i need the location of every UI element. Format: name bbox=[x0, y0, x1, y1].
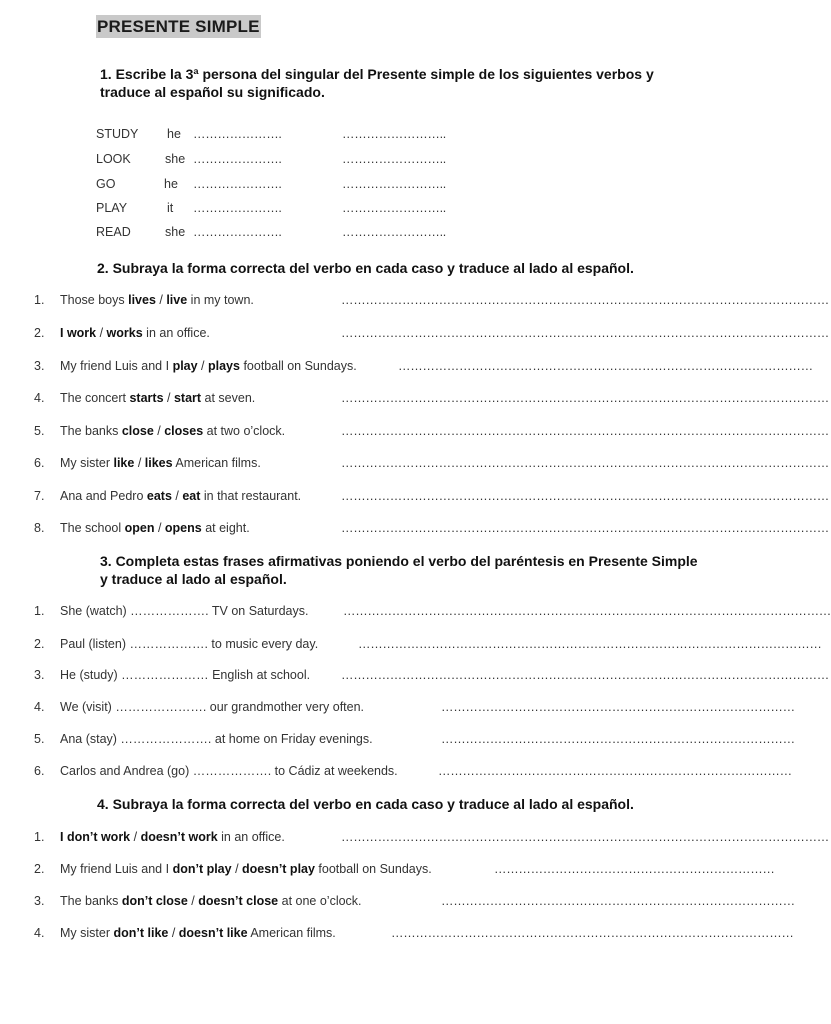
item-number: 4. bbox=[34, 926, 45, 940]
sentence-text: American films. bbox=[172, 456, 261, 470]
verb-option[interactable]: open bbox=[124, 521, 155, 535]
item-number: 5. bbox=[34, 424, 45, 438]
translation-line[interactable]: ………………………………………………………………………………………………………… bbox=[341, 391, 830, 405]
verb: GO bbox=[96, 177, 116, 191]
separator: / bbox=[197, 359, 208, 373]
item-number: 6. bbox=[34, 764, 45, 778]
sentence-text: The banks bbox=[60, 424, 122, 438]
verb-option[interactable]: starts bbox=[129, 391, 164, 405]
sentence bbox=[60, 359, 357, 373]
separator: / bbox=[155, 293, 167, 307]
verb-option[interactable]: don’t play bbox=[172, 862, 232, 876]
verb-option[interactable]: doesn’t play bbox=[242, 862, 315, 876]
answer-blank[interactable]: …………………. bbox=[193, 225, 282, 239]
sentence-text: football on Sundays. bbox=[239, 359, 357, 373]
item-number: 1. bbox=[34, 830, 45, 844]
sentence-text: in that restaurant. bbox=[200, 489, 302, 503]
item-number: 7. bbox=[34, 489, 45, 503]
verb: READ bbox=[96, 225, 131, 239]
verb-option[interactable]: like bbox=[113, 456, 135, 470]
separator: / bbox=[153, 424, 165, 438]
item-number: 4. bbox=[34, 700, 45, 714]
pronoun: he bbox=[164, 177, 178, 191]
translation-blank[interactable]: …………………….. bbox=[342, 225, 446, 239]
item-number: 1. bbox=[34, 604, 45, 618]
translation-line[interactable]: ………………………………………………………………………………………………………… bbox=[341, 293, 830, 307]
sentence-text: at two o’clock. bbox=[203, 424, 286, 438]
verb-option[interactable]: close bbox=[121, 424, 154, 438]
sentence-text: in an office. bbox=[142, 326, 210, 340]
separator: / bbox=[187, 894, 199, 908]
verb-option[interactable]: works bbox=[106, 326, 143, 340]
verb-option[interactable]: eats bbox=[146, 489, 172, 503]
verb-option[interactable]: opens bbox=[164, 521, 202, 535]
sentence bbox=[60, 521, 250, 535]
verb: PLAY bbox=[96, 201, 128, 215]
item-number: 3. bbox=[34, 668, 45, 682]
separator: / bbox=[171, 489, 183, 503]
translation-line[interactable]: …………………………………………………………………………………………………… bbox=[358, 637, 822, 651]
verb-option[interactable]: doesn’t close bbox=[198, 894, 279, 908]
section4-heading: 4. Subraya la forma correcta del verbo en cada caso y traduce al lado al español. bbox=[97, 796, 634, 812]
translation-line[interactable]: ………………………………………………………………………………………………………… bbox=[341, 521, 830, 535]
item-number: 8. bbox=[34, 521, 45, 535]
verb-option[interactable]: live bbox=[166, 293, 188, 307]
sentence bbox=[60, 489, 301, 503]
sentence-text: at seven. bbox=[201, 391, 256, 405]
translation-line[interactable]: …………………………………………………………………………… bbox=[438, 764, 792, 778]
section1-heading-line2: traduce al español su significado. bbox=[100, 84, 325, 100]
sentence-text: Ana and Pedro bbox=[60, 489, 147, 503]
section3-heading-line1: 3. Completa estas frases afirmativas poniendo el verbo del paréntesis en Presente Simple bbox=[100, 553, 698, 569]
verb-option[interactable]: play bbox=[172, 359, 198, 373]
pronoun: he bbox=[167, 127, 181, 141]
translation-line[interactable]: ………………………………………………………………………………………………………… bbox=[341, 668, 830, 682]
verb-option[interactable]: don’t like bbox=[113, 926, 169, 940]
sentence bbox=[60, 391, 255, 405]
translation-line[interactable]: ………………………………………………………………………………………………………… bbox=[341, 456, 830, 470]
pronoun: she bbox=[165, 152, 186, 166]
verb-option[interactable]: doesn’t like bbox=[178, 926, 248, 940]
answer-blank[interactable]: …………………. bbox=[193, 152, 282, 166]
sentence-text: in an office. bbox=[217, 830, 285, 844]
sentence: We (visit) …………………. our grandmother very often. bbox=[60, 700, 365, 714]
sentence-text: The school bbox=[60, 521, 125, 535]
verb: STUDY bbox=[96, 127, 139, 141]
verb-option[interactable]: closes bbox=[164, 424, 204, 438]
sentence bbox=[60, 926, 336, 940]
item-number: 2. bbox=[34, 326, 45, 340]
separator: / bbox=[168, 926, 179, 940]
item-number: 5. bbox=[34, 732, 45, 746]
translation-line[interactable]: …………………………………………………………………………… bbox=[441, 894, 795, 908]
translation-line[interactable]: ………………………………………………………………………………………………………… bbox=[341, 326, 830, 340]
sentence bbox=[60, 326, 210, 340]
item-number: 1. bbox=[34, 293, 45, 307]
translation-blank[interactable]: …………………….. bbox=[342, 127, 446, 141]
answer-blank[interactable]: …………………. bbox=[193, 127, 282, 141]
sentence bbox=[60, 424, 285, 438]
verb-option[interactable]: likes bbox=[144, 456, 173, 470]
verb-option[interactable]: doesn’t work bbox=[140, 830, 218, 844]
sentence: He (study) ………………… English at school. bbox=[60, 668, 311, 682]
translation-line[interactable]: ………………………………………………………………………………………………………… bbox=[341, 489, 830, 503]
verb: LOOK bbox=[96, 152, 131, 166]
item-number: 3. bbox=[34, 359, 45, 373]
sentence-text: My friend Luis and I bbox=[60, 862, 173, 876]
separator: / bbox=[130, 830, 141, 844]
translation-blank[interactable]: …………………….. bbox=[342, 177, 446, 191]
section2-heading: 2. Subraya la forma correcta del verbo en cada caso y traduce al lado al español. bbox=[97, 260, 634, 276]
translation-blank[interactable]: …………………….. bbox=[342, 201, 446, 215]
separator: / bbox=[231, 862, 243, 876]
sentence: Ana (stay) …………………. at home on Friday evenings. bbox=[60, 732, 373, 746]
sentence bbox=[60, 830, 285, 844]
verb-option[interactable]: eat bbox=[182, 489, 201, 503]
answer-blank[interactable]: …………………. bbox=[193, 177, 282, 191]
verb-option[interactable]: start bbox=[173, 391, 202, 405]
verb-option[interactable]: lives bbox=[128, 293, 156, 307]
translation-line[interactable]: …………………………………………………………… bbox=[494, 862, 775, 876]
page-title: PRESENTE SIMPLE bbox=[97, 17, 260, 36]
sentence bbox=[60, 293, 254, 307]
separator: / bbox=[163, 391, 174, 405]
sentence-text: The concert bbox=[60, 391, 130, 405]
translation-line[interactable]: ………………………………………………………………………………………………………… bbox=[341, 424, 830, 438]
sentence: Carlos and Andrea (go) ………………. to Cádiz at weekends. bbox=[60, 764, 398, 778]
sentence-text: in my town. bbox=[187, 293, 254, 307]
sentence: Paul (listen) ………………. to music every day. bbox=[60, 637, 319, 651]
translation-line[interactable]: ……………………………………………………………………………………… bbox=[391, 926, 794, 940]
translation-line[interactable]: ………………………………………………………………………………………………………… bbox=[341, 830, 830, 844]
verb-option[interactable]: plays bbox=[208, 359, 240, 373]
sentence-text: My friend Luis and I bbox=[60, 359, 173, 373]
separator: / bbox=[96, 326, 107, 340]
translation-line[interactable]: …………………………………………………………………………… bbox=[441, 700, 795, 714]
section1-heading-line1: 1. Escribe la 3ª persona del singular del Presente simple de los siguientes verbos y bbox=[100, 66, 654, 82]
sentence bbox=[60, 894, 362, 908]
verb-option[interactable]: don’t close bbox=[121, 894, 188, 908]
verb-option[interactable]: I don’t work bbox=[60, 830, 131, 844]
translation-line[interactable]: ………………………………………………………………………………………………………… bbox=[343, 604, 831, 618]
sentence: She (watch) ………………. TV on Saturdays. bbox=[60, 604, 309, 618]
answer-blank[interactable]: …………………. bbox=[193, 201, 282, 215]
sentence-text: at eight. bbox=[201, 521, 250, 535]
sentence-text: American films. bbox=[247, 926, 336, 940]
item-number: 6. bbox=[34, 456, 45, 470]
item-number: 3. bbox=[34, 894, 45, 908]
separator: / bbox=[134, 456, 145, 470]
sentence-text: The banks bbox=[60, 894, 122, 908]
separator: / bbox=[154, 521, 165, 535]
item-number: 4. bbox=[34, 391, 45, 405]
verb-option[interactable]: I work bbox=[60, 326, 97, 340]
section3-heading-line2: y traduce al lado al español. bbox=[100, 571, 287, 587]
pronoun: it bbox=[167, 201, 174, 215]
translation-line[interactable]: ………………………………………………………………………………………… bbox=[398, 359, 813, 373]
pronoun: she bbox=[165, 225, 186, 239]
sentence-text: My sister bbox=[60, 456, 114, 470]
translation-line[interactable]: …………………………………………………………………………… bbox=[441, 732, 795, 746]
sentence-text: My sister bbox=[60, 926, 114, 940]
translation-blank[interactable]: …………………….. bbox=[342, 152, 446, 166]
sentence bbox=[60, 862, 432, 876]
sentence-text: Those boys bbox=[60, 293, 129, 307]
item-number: 2. bbox=[34, 637, 45, 651]
sentence-text: football on Sundays. bbox=[314, 862, 432, 876]
sentence-text: at one o’clock. bbox=[278, 894, 362, 908]
item-number: 2. bbox=[34, 862, 45, 876]
sentence bbox=[60, 456, 261, 470]
